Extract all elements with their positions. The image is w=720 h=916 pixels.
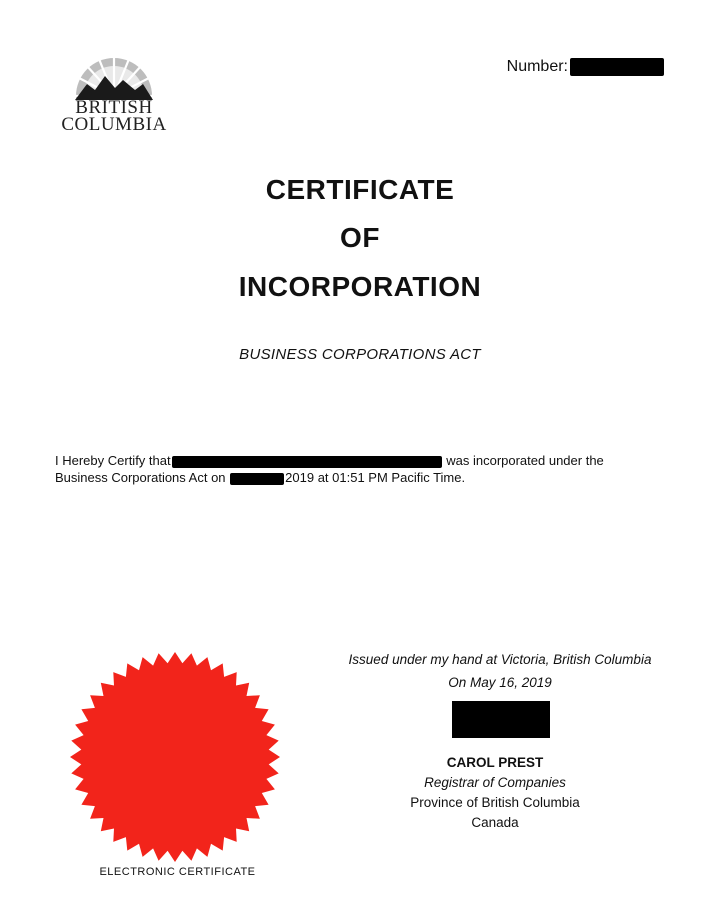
signature-redaction (452, 701, 550, 738)
date-redaction (230, 473, 284, 485)
logo-line-british: BRITISH (75, 97, 153, 118)
certify-text-4: 2019 at 01:51 PM Pacific Time. (285, 470, 466, 485)
number-label: Number: (506, 58, 568, 75)
logo-text (58, 97, 170, 135)
registrar-title: Registrar of Companies (424, 775, 566, 790)
bc-logo (58, 50, 170, 142)
issued-line-1: Issued under my hand at Victoria, British Columbia (348, 652, 652, 667)
title-incorporation: INCORPORATION (238, 271, 482, 302)
certificate-number (507, 58, 664, 76)
certification-paragraph (55, 452, 665, 486)
certify-text-2: was incorporated under the (446, 453, 604, 468)
seal-label: ELECTRONIC CERTIFICATE (99, 866, 256, 878)
certify-text-3: Business Corporations Act on (55, 470, 226, 485)
registrar-name: CAROL PREST (446, 755, 544, 770)
title-of: OF (340, 222, 380, 253)
certification-line-2 (55, 469, 665, 486)
red-seal-icon (68, 650, 282, 864)
company-name-redaction (172, 456, 442, 468)
certify-text-1: I Hereby Certify that (55, 453, 171, 468)
registrar-info (380, 753, 610, 833)
registrar-country: Canada (471, 815, 519, 830)
logo-line-columbia: COLUMBIA (61, 114, 167, 135)
certification-line-1 (55, 452, 665, 469)
bc-sun-mountains-icon (73, 50, 155, 100)
title-certificate: CERTIFICATE (265, 174, 455, 205)
issued-date: On May 16, 2019 (448, 675, 552, 690)
registrar-province: Province of British Columbia (410, 795, 580, 810)
act-name: BUSINESS CORPORATIONS ACT (239, 346, 481, 363)
number-redaction (570, 58, 664, 76)
